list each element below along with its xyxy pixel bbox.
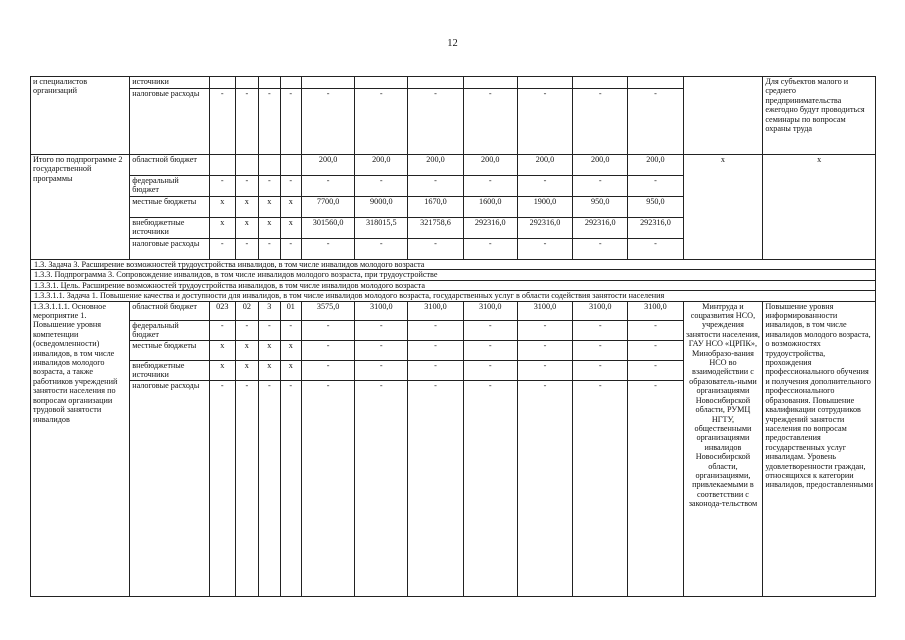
value-cell: х <box>235 197 259 218</box>
value-cell <box>259 77 280 89</box>
value-cell <box>210 77 236 89</box>
value-cell: х <box>259 218 280 239</box>
value-cell: - <box>517 89 572 155</box>
value-cell: - <box>463 360 517 380</box>
value-cell: - <box>302 239 355 260</box>
value-cell: - <box>235 176 259 197</box>
funding-source: областной бюджет <box>130 155 210 176</box>
value-cell: - <box>302 176 355 197</box>
value-cell: - <box>259 239 280 260</box>
value-cell: - <box>517 176 572 197</box>
section-title: 1.3.3. Подпрограмма 3. Сопровождение инвалидов, в том числе инвалидов молодого возраста, при трудоустройстве <box>31 270 876 280</box>
value-cell: - <box>259 320 280 340</box>
value-cell: - <box>235 89 259 155</box>
funding-source: налоговые расходы <box>130 380 210 596</box>
value-cell: 301560,0 <box>302 218 355 239</box>
funding-source: федеральный бюджет <box>130 320 210 340</box>
value-cell: 7700,0 <box>302 197 355 218</box>
value-cell: - <box>259 89 280 155</box>
block-event-note: Повышение уровня информированности инвалидов, в том числе инвалидов молодого возраста, о возможностях трудоустройства, прохождения профессионального обучения и получения дополнительного профессионального образования. Повышение квалификации сотрудников учреждений занятости населения по вопросам предоставления государственных услуг инвалидам. Уровень удовлетворенности граждан, относящихся к категории инвалидов, предоставленными <box>763 301 876 596</box>
value-cell: - <box>517 380 572 596</box>
value-cell: - <box>628 340 683 360</box>
value-cell: - <box>517 320 572 340</box>
value-cell: - <box>573 340 628 360</box>
value-cell: 3575,0 <box>302 301 355 320</box>
value-cell: 1900,0 <box>517 197 572 218</box>
value-cell: - <box>280 380 301 596</box>
section-row <box>31 280 876 290</box>
value-cell: - <box>628 176 683 197</box>
value-cell <box>259 155 280 176</box>
value-cell <box>628 77 683 89</box>
table-body <box>31 77 876 597</box>
value-cell: - <box>517 340 572 360</box>
value-cell: - <box>408 89 463 155</box>
funding-source: федеральный бюджет <box>130 176 210 197</box>
block-total-note: х <box>763 155 876 260</box>
section-row <box>31 291 876 301</box>
value-cell: - <box>302 380 355 596</box>
section-title: 1.3. Задача 3. Расширение возможностей трудоустройства инвалидов, в том числе инвалидов молодого возраста <box>31 260 876 270</box>
value-cell: - <box>210 380 236 596</box>
value-cell: - <box>259 380 280 596</box>
funding-source: местные бюджеты <box>130 340 210 360</box>
value-cell: х <box>210 360 236 380</box>
value-cell: - <box>408 239 463 260</box>
value-cell: 3100,0 <box>517 301 572 320</box>
block-total-name: Итого по подпрограмме 2 государственной программы <box>31 155 130 260</box>
value-cell: х <box>210 197 236 218</box>
value-cell: 950,0 <box>573 197 628 218</box>
value-cell <box>517 77 572 89</box>
funding-source: местные бюджеты <box>130 197 210 218</box>
value-cell: 200,0 <box>628 155 683 176</box>
value-cell: х <box>280 340 301 360</box>
value-cell: - <box>280 239 301 260</box>
value-cell: - <box>355 320 408 340</box>
value-cell: 200,0 <box>408 155 463 176</box>
value-cell: - <box>280 89 301 155</box>
value-cell: - <box>210 239 236 260</box>
value-cell: - <box>628 89 683 155</box>
value-cell: - <box>302 89 355 155</box>
value-cell <box>235 77 259 89</box>
value-cell: 200,0 <box>302 155 355 176</box>
funding-source: налоговые расходы <box>130 239 210 260</box>
value-cell: 318015,5 <box>355 218 408 239</box>
value-cell: х <box>259 360 280 380</box>
value-cell: - <box>235 320 259 340</box>
section-row <box>31 260 876 270</box>
value-cell: х <box>235 340 259 360</box>
value-cell: - <box>302 320 355 340</box>
value-cell: х <box>259 340 280 360</box>
value-cell: - <box>628 320 683 340</box>
value-cell: - <box>463 239 517 260</box>
funding-source: внебюджетные источники <box>130 360 210 380</box>
value-cell: 1670,0 <box>408 197 463 218</box>
block-total-executor: х <box>683 155 763 260</box>
value-cell <box>302 77 355 89</box>
value-cell: - <box>355 340 408 360</box>
value-cell: - <box>355 380 408 596</box>
value-cell: 023 <box>210 301 236 320</box>
value-cell: - <box>355 176 408 197</box>
funding-source: налоговые расходы <box>130 89 210 155</box>
page-number: 12 <box>447 38 458 49</box>
value-cell: - <box>573 89 628 155</box>
value-cell: - <box>463 340 517 360</box>
table-row <box>31 77 876 89</box>
value-cell: - <box>463 176 517 197</box>
value-cell: х <box>210 340 236 360</box>
value-cell: 3 <box>259 301 280 320</box>
value-cell: 200,0 <box>517 155 572 176</box>
value-cell: - <box>408 380 463 596</box>
value-cell: - <box>573 380 628 596</box>
value-cell: - <box>355 360 408 380</box>
value-cell: 3100,0 <box>408 301 463 320</box>
value-cell: 292316,0 <box>628 218 683 239</box>
value-cell: - <box>355 239 408 260</box>
value-cell: 9000,0 <box>355 197 408 218</box>
value-cell: - <box>573 239 628 260</box>
value-cell: - <box>517 239 572 260</box>
table-row <box>31 155 876 176</box>
value-cell: - <box>408 340 463 360</box>
value-cell: - <box>628 380 683 596</box>
funding-source: областной бюджет <box>130 301 210 320</box>
value-cell: - <box>517 360 572 380</box>
value-cell: - <box>280 320 301 340</box>
value-cell: х <box>235 360 259 380</box>
section-title: 1.3.3.1.1. Задача 1. Повышение качества и доступности для инвалидов, в том числе инвалидов молодого возраста, государственных услуг в области содействия занятости населения <box>31 291 876 301</box>
value-cell: х <box>210 218 236 239</box>
value-cell: 200,0 <box>463 155 517 176</box>
value-cell: - <box>210 89 236 155</box>
value-cell: 950,0 <box>628 197 683 218</box>
value-cell <box>408 77 463 89</box>
value-cell: 292316,0 <box>517 218 572 239</box>
block-top-note: Для субъектов малого и среднего предпринимательства ежегодно будут проводиться семинары по вопросам охраны труда <box>763 77 876 155</box>
table-row <box>31 301 876 320</box>
block-event-name: 1.3.3.1.1.1. Основное мероприятие 1. Повышение уровня компетенции (осведомленности) инвалидов, в том числе инвалидов молодого возраста, а также работников учреждений занятости населения по вопросам организации трудовой занятости инвалидов <box>31 301 130 596</box>
block-event-executor: Минтруда и соцразвития НСО, учреждения занятости населения, ГАУ НСО «ЦРПК», Минобразо-вания НСО во взаимодействии с образователь-ными организациями Новосибирской области, РУМЦ НГТУ, общественными организациями инвалидов Новосибирской области, организациями, привлекаемыми в соответствии с законода-тельством <box>683 301 763 596</box>
value-cell <box>210 155 236 176</box>
value-cell: х <box>280 218 301 239</box>
value-cell: 3100,0 <box>355 301 408 320</box>
value-cell <box>463 77 517 89</box>
value-cell: 1600,0 <box>463 197 517 218</box>
value-cell <box>573 77 628 89</box>
value-cell: - <box>573 320 628 340</box>
funding-source: внебюджетные источники <box>130 218 210 239</box>
value-cell: 3100,0 <box>573 301 628 320</box>
value-cell: 3100,0 <box>463 301 517 320</box>
value-cell: - <box>302 340 355 360</box>
section-title: 1.3.3.1. Цель. Расширение возможностей трудоустройства инвалидов, в том числе инвалидов молодого возраста <box>31 280 876 290</box>
value-cell <box>355 77 408 89</box>
value-cell: - <box>463 380 517 596</box>
value-cell: 200,0 <box>573 155 628 176</box>
block-top-executor <box>683 77 763 155</box>
value-cell: х <box>259 197 280 218</box>
value-cell <box>280 155 301 176</box>
program-table <box>30 76 876 597</box>
value-cell: х <box>280 197 301 218</box>
value-cell: 292316,0 <box>463 218 517 239</box>
value-cell: х <box>235 218 259 239</box>
value-cell <box>235 155 259 176</box>
value-cell: - <box>628 360 683 380</box>
value-cell: - <box>463 320 517 340</box>
value-cell: - <box>463 89 517 155</box>
value-cell: - <box>235 380 259 596</box>
value-cell: 200,0 <box>355 155 408 176</box>
funding-source: источники <box>130 77 210 89</box>
value-cell: 292316,0 <box>573 218 628 239</box>
block-top-name: и специалистов организаций <box>31 77 130 155</box>
value-cell: 321758,6 <box>408 218 463 239</box>
value-cell <box>280 77 301 89</box>
value-cell: - <box>628 239 683 260</box>
section-row <box>31 270 876 280</box>
value-cell: - <box>259 176 280 197</box>
value-cell: 01 <box>280 301 301 320</box>
value-cell: - <box>235 239 259 260</box>
value-cell: 3100,0 <box>628 301 683 320</box>
value-cell: - <box>210 320 236 340</box>
value-cell: - <box>210 176 236 197</box>
value-cell: 02 <box>235 301 259 320</box>
value-cell: - <box>302 360 355 380</box>
value-cell: х <box>280 360 301 380</box>
value-cell: - <box>573 360 628 380</box>
value-cell: - <box>573 176 628 197</box>
value-cell: - <box>355 89 408 155</box>
value-cell: - <box>408 360 463 380</box>
value-cell: - <box>408 320 463 340</box>
value-cell: - <box>408 176 463 197</box>
value-cell: - <box>280 176 301 197</box>
